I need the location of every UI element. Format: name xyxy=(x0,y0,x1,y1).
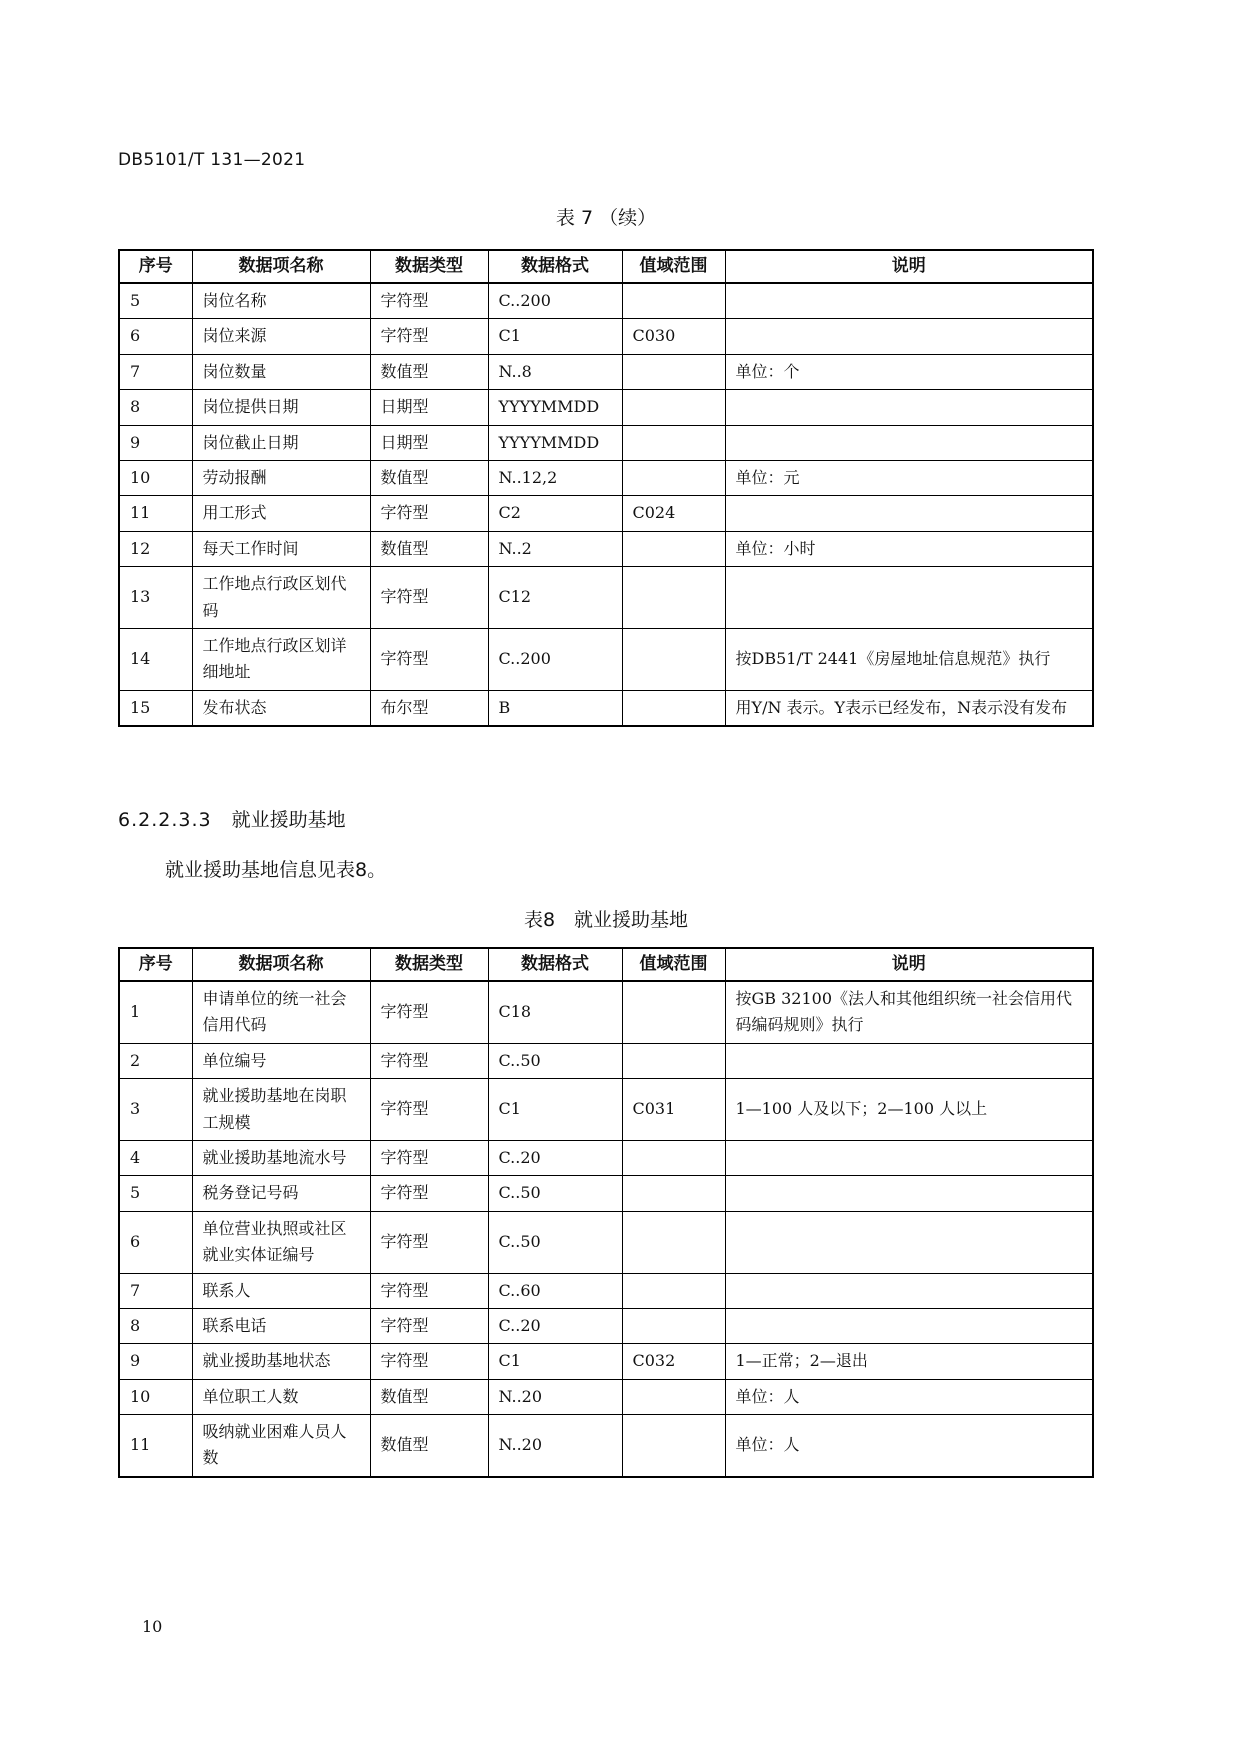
table-row xyxy=(119,1308,1093,1343)
cell-description: 按DB51/T 2441《房屋地址信息规范》执行 xyxy=(725,628,1093,690)
cell-description xyxy=(725,1273,1093,1308)
cell-data-type: 字符型 xyxy=(370,1079,488,1141)
cell-data-format: N..8 xyxy=(488,354,622,389)
cell-value-range: C024 xyxy=(622,496,725,531)
table-row xyxy=(119,981,1093,1043)
cell-value-range xyxy=(622,390,725,425)
cell-item-name: 岗位数量 xyxy=(192,354,370,389)
table-row xyxy=(119,1176,1093,1211)
table-row xyxy=(119,425,1093,460)
section-number: 6.2.2.3.3 xyxy=(118,809,212,831)
cell-item-name: 单位职工人数 xyxy=(192,1379,370,1414)
cell-data-type: 数值型 xyxy=(370,460,488,495)
cell-data-type: 数值型 xyxy=(370,531,488,566)
column-header-value-range: 值域范围 xyxy=(622,250,725,283)
cell-seq-no: 11 xyxy=(119,496,192,531)
cell-data-type: 字符型 xyxy=(370,1043,488,1078)
cell-data-type: 字符型 xyxy=(370,1308,488,1343)
cell-seq-no: 15 xyxy=(119,690,192,726)
cell-item-name: 单位编号 xyxy=(192,1043,370,1078)
cell-description xyxy=(725,496,1093,531)
table-row xyxy=(119,354,1093,389)
cell-data-type: 数值型 xyxy=(370,1415,488,1477)
column-header-description: 说明 xyxy=(725,250,1093,283)
cell-item-name: 吸纳就业困难人员人数 xyxy=(192,1415,370,1477)
column-header-item-name: 数据项名称 xyxy=(192,250,370,283)
cell-item-name: 工作地点行政区划代码 xyxy=(192,567,370,629)
cell-seq-no: 8 xyxy=(119,390,192,425)
cell-data-type: 字符型 xyxy=(370,1211,488,1273)
cell-item-name: 每天工作时间 xyxy=(192,531,370,566)
cell-seq-no: 5 xyxy=(119,283,192,319)
cell-value-range xyxy=(622,425,725,460)
cell-seq-no: 10 xyxy=(119,460,192,495)
table-row xyxy=(119,1140,1093,1175)
section-title: 就业援助基地 xyxy=(231,809,346,831)
cell-seq-no: 6 xyxy=(119,319,192,354)
cell-seq-no: 13 xyxy=(119,567,192,629)
column-header-seq-no: 序号 xyxy=(119,250,192,283)
cell-item-name: 联系电话 xyxy=(192,1308,370,1343)
cell-data-format: C..200 xyxy=(488,283,622,319)
cell-data-type: 字符型 xyxy=(370,1140,488,1175)
table-row xyxy=(119,567,1093,629)
cell-description xyxy=(725,1140,1093,1175)
cell-data-format: C..20 xyxy=(488,1308,622,1343)
cell-data-type: 字符型 xyxy=(370,1273,488,1308)
cell-seq-no: 14 xyxy=(119,628,192,690)
cell-value-range xyxy=(622,531,725,566)
cell-seq-no: 8 xyxy=(119,1308,192,1343)
cell-data-type: 字符型 xyxy=(370,1344,488,1379)
cell-data-format: C..50 xyxy=(488,1043,622,1078)
table-row xyxy=(119,319,1093,354)
cell-item-name: 就业援助基地在岗职工规模 xyxy=(192,1079,370,1141)
table-7 xyxy=(118,249,1094,727)
table-row xyxy=(119,1415,1093,1477)
cell-seq-no: 9 xyxy=(119,425,192,460)
cell-value-range xyxy=(622,1043,725,1078)
cell-value-range xyxy=(622,567,725,629)
cell-value-range xyxy=(622,1379,725,1414)
cell-data-type: 数值型 xyxy=(370,354,488,389)
cell-data-type: 数值型 xyxy=(370,1379,488,1414)
table-row xyxy=(119,531,1093,566)
cell-description xyxy=(725,1308,1093,1343)
section-paragraph: 就业援助基地信息见表8。 xyxy=(165,859,387,881)
cell-data-type: 日期型 xyxy=(370,390,488,425)
cell-item-name: 岗位提供日期 xyxy=(192,390,370,425)
cell-value-range xyxy=(622,1308,725,1343)
column-header-data-type: 数据类型 xyxy=(370,250,488,283)
cell-description: 单位：元 xyxy=(725,460,1093,495)
table-row xyxy=(119,628,1093,690)
cell-data-format: C18 xyxy=(488,981,622,1043)
cell-data-type: 字符型 xyxy=(370,628,488,690)
cell-value-range: C031 xyxy=(622,1079,725,1141)
cell-description: 1—正常；2—退出 xyxy=(725,1344,1093,1379)
cell-item-name: 联系人 xyxy=(192,1273,370,1308)
column-header-data-type: 数据类型 xyxy=(370,948,488,981)
cell-data-format: C..20 xyxy=(488,1140,622,1175)
cell-data-type: 字符型 xyxy=(370,496,488,531)
cell-value-range xyxy=(622,690,725,726)
cell-value-range xyxy=(622,1176,725,1211)
cell-seq-no: 4 xyxy=(119,1140,192,1175)
table-row xyxy=(119,1079,1093,1141)
table-header-row xyxy=(119,948,1093,981)
cell-seq-no: 6 xyxy=(119,1211,192,1273)
cell-description: 单位：小时 xyxy=(725,531,1093,566)
cell-description: 单位：个 xyxy=(725,354,1093,389)
cell-value-range xyxy=(622,460,725,495)
table-8 xyxy=(118,947,1094,1478)
cell-item-name: 劳动报酬 xyxy=(192,460,370,495)
cell-description: 1—100 人及以下；2—100 人以上 xyxy=(725,1079,1093,1141)
document-code: DB5101/T 131—2021 xyxy=(118,150,306,170)
cell-data-format: N..20 xyxy=(488,1379,622,1414)
cell-seq-no: 11 xyxy=(119,1415,192,1477)
cell-seq-no: 1 xyxy=(119,981,192,1043)
cell-seq-no: 5 xyxy=(119,1176,192,1211)
cell-data-format: B xyxy=(488,690,622,726)
cell-item-name: 工作地点行政区划详细地址 xyxy=(192,628,370,690)
cell-item-name: 税务登记号码 xyxy=(192,1176,370,1211)
cell-item-name: 申请单位的统一社会信用代码 xyxy=(192,981,370,1043)
cell-item-name: 就业援助基地状态 xyxy=(192,1344,370,1379)
section-heading xyxy=(118,805,346,832)
cell-item-name: 岗位截止日期 xyxy=(192,425,370,460)
cell-description: 单位：人 xyxy=(725,1379,1093,1414)
cell-item-name: 单位营业执照或社区就业实体证编号 xyxy=(192,1211,370,1273)
table-7-caption: 表 7 （续） xyxy=(555,207,657,229)
cell-description: 单位：人 xyxy=(725,1415,1093,1477)
cell-seq-no: 7 xyxy=(119,354,192,389)
table-row xyxy=(119,496,1093,531)
cell-description: 按GB 32100《法人和其他组织统一社会信用代码编码规则》执行 xyxy=(725,981,1093,1043)
table-row xyxy=(119,1344,1093,1379)
cell-description: 用Y/N 表示。Y表示已经发布，N表示没有发布 xyxy=(725,690,1093,726)
cell-value-range xyxy=(622,1273,725,1308)
cell-description xyxy=(725,425,1093,460)
cell-value-range xyxy=(622,981,725,1043)
cell-data-type: 字符型 xyxy=(370,567,488,629)
table-row xyxy=(119,690,1093,726)
column-header-seq-no: 序号 xyxy=(119,948,192,981)
cell-description xyxy=(725,1176,1093,1211)
cell-description xyxy=(725,1211,1093,1273)
cell-data-format: N..2 xyxy=(488,531,622,566)
cell-item-name: 就业援助基地流水号 xyxy=(192,1140,370,1175)
cell-description xyxy=(725,319,1093,354)
cell-data-type: 字符型 xyxy=(370,283,488,319)
cell-description xyxy=(725,390,1093,425)
table-row xyxy=(119,283,1093,319)
cell-seq-no: 7 xyxy=(119,1273,192,1308)
cell-data-format: C..50 xyxy=(488,1211,622,1273)
column-header-item-name: 数据项名称 xyxy=(192,948,370,981)
cell-value-range xyxy=(622,1211,725,1273)
page-number: 10 xyxy=(142,1617,163,1636)
cell-description xyxy=(725,283,1093,319)
cell-value-range xyxy=(622,283,725,319)
cell-data-format: C12 xyxy=(488,567,622,629)
cell-seq-no: 10 xyxy=(119,1379,192,1414)
cell-item-name: 岗位来源 xyxy=(192,319,370,354)
cell-data-format: C2 xyxy=(488,496,622,531)
table-header-row xyxy=(119,250,1093,283)
cell-seq-no: 3 xyxy=(119,1079,192,1141)
cell-value-range xyxy=(622,628,725,690)
cell-item-name: 发布状态 xyxy=(192,690,370,726)
cell-data-format: C..50 xyxy=(488,1176,622,1211)
cell-data-type: 布尔型 xyxy=(370,690,488,726)
table-row xyxy=(119,1211,1093,1273)
cell-description xyxy=(725,1043,1093,1078)
cell-data-format: N..12,2 xyxy=(488,460,622,495)
cell-value-range xyxy=(622,354,725,389)
cell-value-range: C030 xyxy=(622,319,725,354)
cell-data-format: N..20 xyxy=(488,1415,622,1477)
cell-data-format: C1 xyxy=(488,1344,622,1379)
cell-value-range xyxy=(622,1140,725,1175)
column-header-value-range: 值域范围 xyxy=(622,948,725,981)
cell-data-format: C1 xyxy=(488,1079,622,1141)
cell-data-format: YYYYMMDD xyxy=(488,425,622,460)
table-row xyxy=(119,1273,1093,1308)
cell-data-type: 字符型 xyxy=(370,1176,488,1211)
table-row xyxy=(119,1379,1093,1414)
cell-item-name: 用工形式 xyxy=(192,496,370,531)
cell-data-format: C1 xyxy=(488,319,622,354)
table-row xyxy=(119,460,1093,495)
cell-data-type: 字符型 xyxy=(370,981,488,1043)
column-header-description: 说明 xyxy=(725,948,1093,981)
column-header-data-format: 数据格式 xyxy=(488,948,622,981)
cell-seq-no: 2 xyxy=(119,1043,192,1078)
cell-seq-no: 9 xyxy=(119,1344,192,1379)
cell-data-type: 字符型 xyxy=(370,319,488,354)
table-row xyxy=(119,390,1093,425)
table-8-caption: 表8 就业援助基地 xyxy=(523,909,689,931)
cell-value-range: C032 xyxy=(622,1344,725,1379)
cell-data-format: YYYYMMDD xyxy=(488,390,622,425)
cell-data-format: C..60 xyxy=(488,1273,622,1308)
cell-item-name: 岗位名称 xyxy=(192,283,370,319)
cell-data-format: C..200 xyxy=(488,628,622,690)
cell-value-range xyxy=(622,1415,725,1477)
column-header-data-format: 数据格式 xyxy=(488,250,622,283)
cell-data-type: 日期型 xyxy=(370,425,488,460)
table-row xyxy=(119,1043,1093,1078)
cell-seq-no: 12 xyxy=(119,531,192,566)
cell-description xyxy=(725,567,1093,629)
